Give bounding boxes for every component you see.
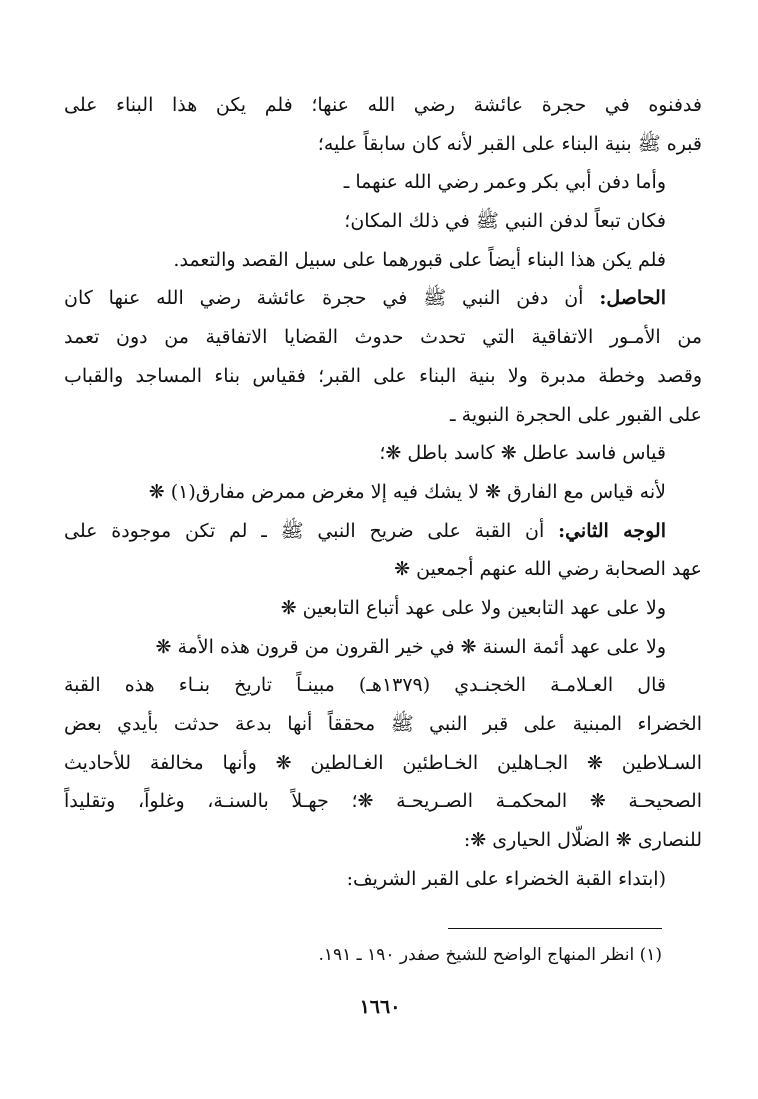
text-line-3: وأما دفن أبي بكر وعمر رضي الله عنهما ـ: [343, 171, 666, 194]
text-line-15: ولا على عهد أئمة السنة ❋ في خير القرون من قرون هذه الأمة ❋: [155, 635, 666, 658]
text-line-17: الخضراء المبنية على قبر النبي ﷺ محققاً أنها بدعة حدثت بأيدي بعض: [64, 713, 702, 735]
label-conclusion: الحاصل:: [599, 287, 666, 310]
text-line-8: وقصد وخطة مدبرة ولا بنية البناء على القبر؛ فقياس بناء المساجد والقباب: [64, 364, 702, 387]
text-line-16: قال العـلامـة الخجنـدي (١٣٧٩هـ) مبينـاً تاريخ بنـاء هذه القبة: [64, 674, 666, 697]
main-text: [64, 86, 702, 898]
text-line-20: للنصارى ❋ الضلّال الحيارى ❋:: [463, 829, 702, 852]
footnote-divider: [448, 928, 662, 929]
text-line-10: قياس فاسد عاطل ❋ كاسد باطل ❋؛: [379, 442, 666, 465]
text-line-1: فدفنوه في حجرة عائشة رضي الله عنها؛ فلم يكن هذا البناء على: [64, 94, 702, 116]
label-second-aspect: الوجه الثاني:: [558, 519, 666, 542]
text-line-7: من الأمـور الاتفاقية التي تحدث حدوث القضايا الاتفاقية من دون تعمد: [64, 326, 702, 349]
text-line-11: لأنه قياس مع الفارق ❋ لا يشك فيه إلا مغرض ممرض مفارق(١) ❋: [148, 480, 666, 503]
text-line-2: قبره ﷺ بنية البناء على القبر لأنه كان سابقاً عليه؛: [317, 132, 702, 155]
text-line-18: السـلاطين ❋ الجـاهلين الخـاطئين الغـالطين ❋ وأنها مخالفة للأحاديث: [64, 751, 702, 774]
text-line-21: (ابتداء القبة الخضراء على القبر الشريف:: [346, 867, 666, 890]
text-line-5: فلم يكن هذا البناء أيضاً على قبورهما على سبيل القصد والتعمد.: [173, 248, 666, 271]
text-line-13: عهد الصحابة رضي الله عنهم أجمعين ❋: [394, 558, 702, 581]
text-line-9: على القبور على الحجرة النبوية ـ: [450, 403, 702, 426]
text-line-4: فكان تبعاً لدفن النبي ﷺ في ذلك المكان؛: [344, 210, 666, 233]
text-line-12: [64, 512, 702, 551]
footnote: (١) انظر المنهاج الواضح للشيخ صفدر ١٩٠ ـ ١٩١.: [318, 945, 662, 965]
text-line-6: [64, 279, 702, 318]
text-line-12-rest: أن القبة على ضريح النبي ﷺ ـ لم تكن موجودة على: [64, 519, 559, 542]
text-line-6-rest: أن دفن النبي ﷺ في حجرة عائشة رضي الله عنها كان: [64, 287, 600, 310]
page-number: ١٦٦٠: [359, 996, 401, 1018]
text-line-19: الصحيحـة ❋ المحكمـة الصـريحـة ❋؛ جهـلاً بالسنـة، وغلواً، وتقليداً: [64, 790, 702, 813]
text-line-14: ولا على عهد التابعين ولا على عهد أتباع التابعين ❋: [280, 596, 666, 619]
